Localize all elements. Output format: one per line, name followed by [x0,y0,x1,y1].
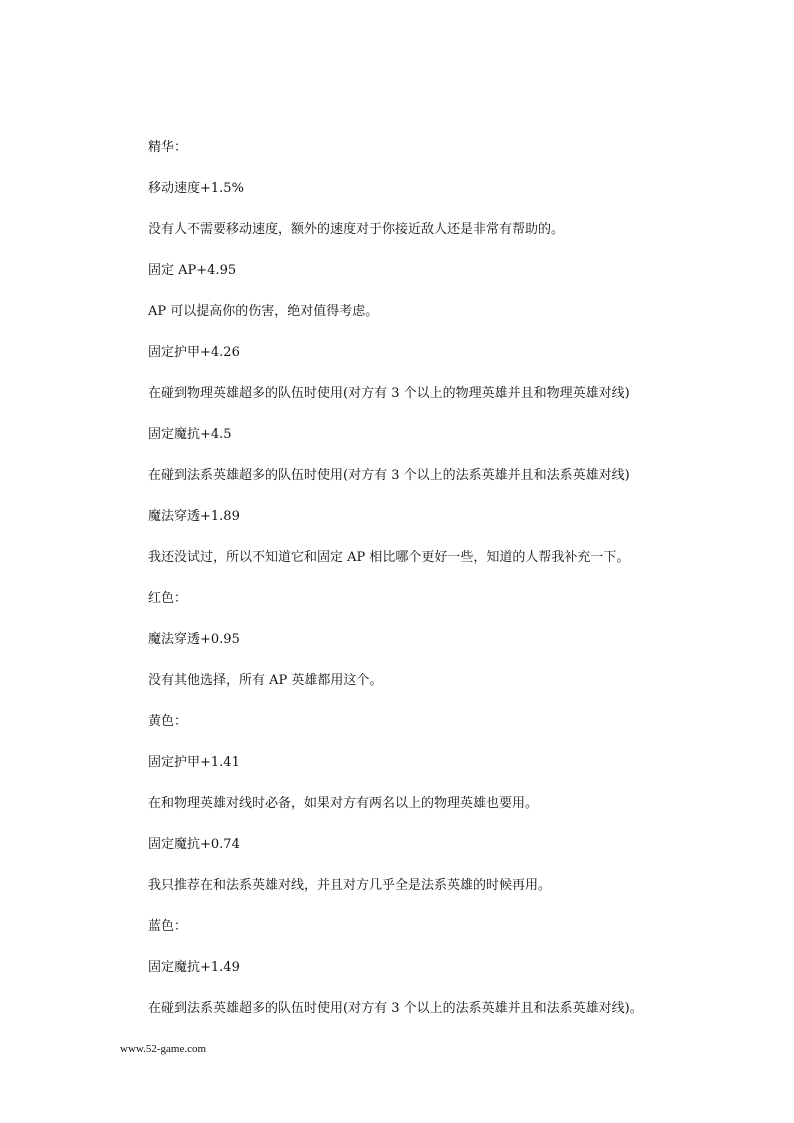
rune-stat-line: 固定魔抗+1.49 [148,960,240,975]
rune-stat-line: 移动速度+1.5% [148,181,244,196]
section-heading-yellow: 黄色： [148,714,188,729]
footer-url: www.52-game.com [120,1043,207,1055]
rune-description-line: 没有人不需要移动速度，额外的速度对于你接近敌人还是非常有帮助的。 [148,222,565,237]
section-heading-essence: 精华： [148,140,188,155]
rune-stat-line: 固定魔抗+0.74 [148,837,240,852]
section-heading-blue: 蓝色： [148,919,188,934]
rune-stat-line: 固定 AP+4.95 [148,263,237,278]
document-body [148,138,748,1040]
rune-stat-line: 固定护甲+1.41 [148,755,240,770]
rune-stat-line: 魔法穿透+0.95 [148,632,240,647]
rune-stat-line: 固定护甲+4.26 [148,345,240,360]
rune-description-line: 在碰到法系英雄超多的队伍时使用(对方有 3 个以上的法系英雄并且和法系英雄对线) [148,468,630,483]
section-heading-red: 红色： [148,591,188,606]
rune-description-line: 在碰到物理英雄超多的队伍时使用(对方有 3 个以上的物理英雄并且和物理英雄对线) [148,386,630,401]
rune-description-line: 我还没试过，所以不知道它和固定 AP 相比哪个更好一些，知道的人帮我补充一下。 [148,550,630,565]
rune-description-line: 在碰到法系英雄超多的队伍时使用(对方有 3 个以上的法系英雄并且和法系英雄对线)。 [148,1001,643,1016]
rune-description-line: 我只推荐在和法系英雄对线，并且对方几乎全是法系英雄的时候再用。 [148,878,552,893]
rune-stat-line: 魔法穿透+1.89 [148,509,240,524]
rune-description-line: 在和物理英雄对线时必备，如果对方有两名以上的物理英雄也要用。 [148,796,539,811]
rune-description-line: AP 可以提高你的伤害，绝对值得考虑。 [148,304,379,319]
rune-description-line: 没有其他选择，所有 AP 英雄都用这个。 [148,673,383,688]
rune-stat-line: 固定魔抗+4.5 [148,427,232,442]
